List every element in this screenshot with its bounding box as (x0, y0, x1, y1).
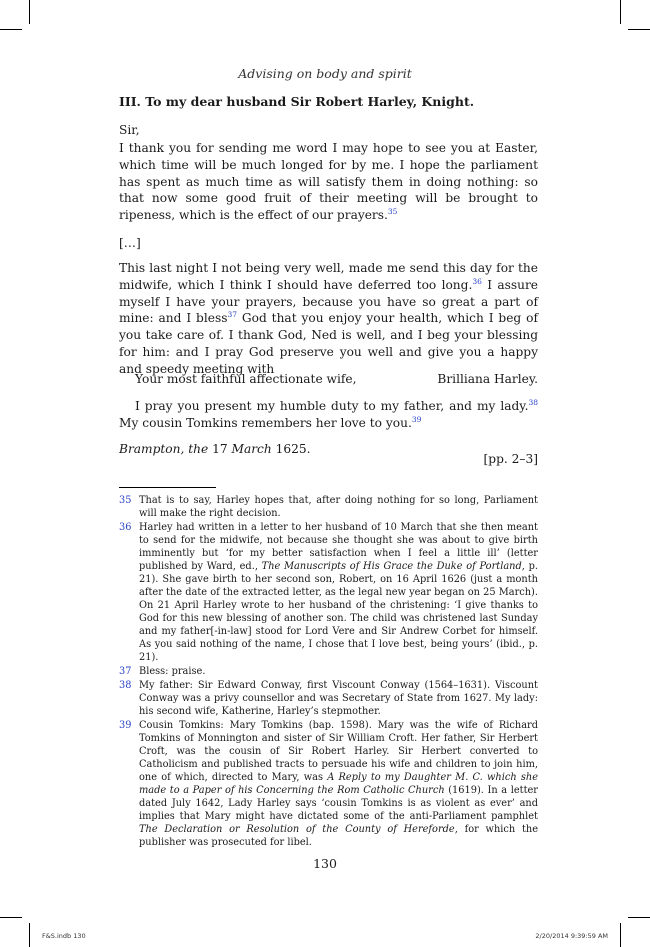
place: Brampton, the (119, 442, 209, 456)
footnote-number: 38 (119, 680, 132, 691)
letter-heading: III. To my dear husband Sir Robert Harley, Knight. (119, 94, 475, 109)
timestamp-slug: 2/20/2014 9:39:59 AM (535, 932, 608, 940)
date-month: March (231, 442, 272, 456)
footnote-rule (119, 487, 216, 488)
crop-mark (29, 923, 30, 947)
postscript-text: I pray you present my humble duty to my father, and my lady. (135, 399, 529, 413)
letter-paragraph-2 (119, 260, 538, 378)
footnote-ref-35[interactable]: 35 (387, 207, 398, 217)
place-date-line (119, 442, 538, 456)
footnote-35 (119, 494, 538, 520)
letter-paragraph-1 (119, 140, 538, 224)
omission-mark (119, 235, 538, 252)
closing-line: Your most faithful affectionate wife, (135, 372, 357, 386)
footnote-37 (119, 665, 538, 678)
postscript (119, 398, 538, 432)
paragraph-text: God that you enjoy your health, which I beg of you take care of. I thank God, Ned is well, and I beg your blessing for him: and I pray God preserve you well and give you a happy and speedy meeting with (119, 311, 538, 376)
footnotes (119, 494, 538, 850)
footnote-ref-37[interactable]: 37 (227, 310, 238, 320)
crop-mark (620, 923, 621, 947)
date-day: 17 (208, 442, 232, 456)
salutation-text: Sir, (119, 123, 140, 137)
crop-mark (620, 0, 621, 24)
crop-mark (0, 917, 22, 918)
footnote-number: 39 (119, 720, 132, 731)
date-year: 1625. (271, 442, 311, 456)
footnote-39 (119, 719, 538, 849)
footnote-text: That is to say, Harley hopes that, after doing nothing for so long, Parliament will make the right decision. (139, 495, 538, 519)
footnote-text: My father: Sir Edward Conway, first Viscount Conway (1564–1631). Viscount Conway was a privy counsellor and was Secretary of State from 1627. My lady: his second wife, Katherine, Harley’s stepmother. (139, 680, 538, 717)
paragraph-text: This last night I not being very well, made me send this day for the midwife, which I think I should have deferred too long. (119, 261, 538, 292)
footnote-text: , for which the publisher was prosecuted for libel. (139, 824, 538, 848)
signature: Brilliana Harley. (437, 372, 538, 386)
footnote-text: Harley had written in a letter to her husband of 10 March that she then meant to send for the midwife, not because she thought she was about to give birth imminently but ‘for my better satisfaction when I feel a little ill’ (letter published by Ward, ed., (139, 522, 538, 572)
page-number: 130 (313, 856, 337, 871)
footnote-36 (119, 521, 538, 664)
footnote-38 (119, 679, 538, 718)
ellipsis-text: […] (119, 236, 141, 250)
footnote-text: Cousin Tomkins: Mary Tomkins (bap. 1598). Mary was the wife of Richard Tomkins of Monnington and sister of Sir William Croft. Her father, Sir Herbert Croft, was the cousin of Sir Robert Harley. Sir Herbert converted to Catholicism and published tracts to persuade his wife and children to join him, one of which, directed to Mary, was (139, 720, 538, 783)
crop-mark (628, 917, 650, 918)
crop-mark (628, 29, 650, 30)
footnote-text: Bless: praise. (139, 666, 206, 677)
file-slug: F&S.indb 130 (42, 932, 86, 940)
footnote-title: The Declaration or Resolution of the County of Herefordе (139, 824, 455, 835)
salutation (119, 122, 538, 139)
footnote-ref-36[interactable]: 36 (472, 276, 482, 286)
footnote-title: The Manuscripts of His Grace the Duke of Portland (261, 561, 522, 572)
footnote-text: (1619). In a letter dated July 1642, Lady Harley says ‘cousin Tomkins is as violent as ever’ and implies that Mary might have dictated some of the anti-Parliament pamphlet (139, 785, 538, 822)
paragraph-text: I assure myself I have your prayers, because you have so great a part of mine: and I bless (119, 277, 538, 326)
footnote-ref-39[interactable]: 39 (411, 414, 422, 424)
running-head: Advising on body and spirit (238, 66, 412, 81)
postscript-text: My cousin Tomkins remembers her love to you. (119, 415, 412, 430)
footnote-text: , p. 21). She gave birth to her second son, Robert, on 16 April 1626 (just a month after the date of the extracted letter, as the legal new year began on 25 March). On 21 April Harley wrote to her husband of the christening: ‘I give thanks to God for this new blessing of another son. The child was christened last Sunday and my father[-in-law] stood for Lord Vere and Sir Andrew Corbet for himself. As you said nothing of the name, I chose that I love best, being yours’ (ibid., p. 21). (139, 561, 538, 663)
footnote-number: 36 (119, 522, 132, 533)
paragraph-text: I thank you for sending me word I may hope to see you at Easter, which time will be much longed for by me. I hope the parliament has spent as much time as will satisfy them in doing nothing: so that now some good fruit of their meeting will be brought to ripeness, which is the effect of our prayers. (119, 141, 538, 223)
footnote-ref-38[interactable]: 38 (528, 398, 538, 407)
footnote-title: A Reply to my Daughter M. C. which she made to a Paper of his Concerning the Rom Catholic Church (139, 772, 538, 796)
crop-mark (0, 29, 22, 30)
footnote-number: 37 (119, 666, 132, 677)
crop-mark (29, 0, 30, 24)
page-reference: [pp. 2–3] (483, 452, 538, 466)
footnote-number: 35 (119, 495, 132, 506)
